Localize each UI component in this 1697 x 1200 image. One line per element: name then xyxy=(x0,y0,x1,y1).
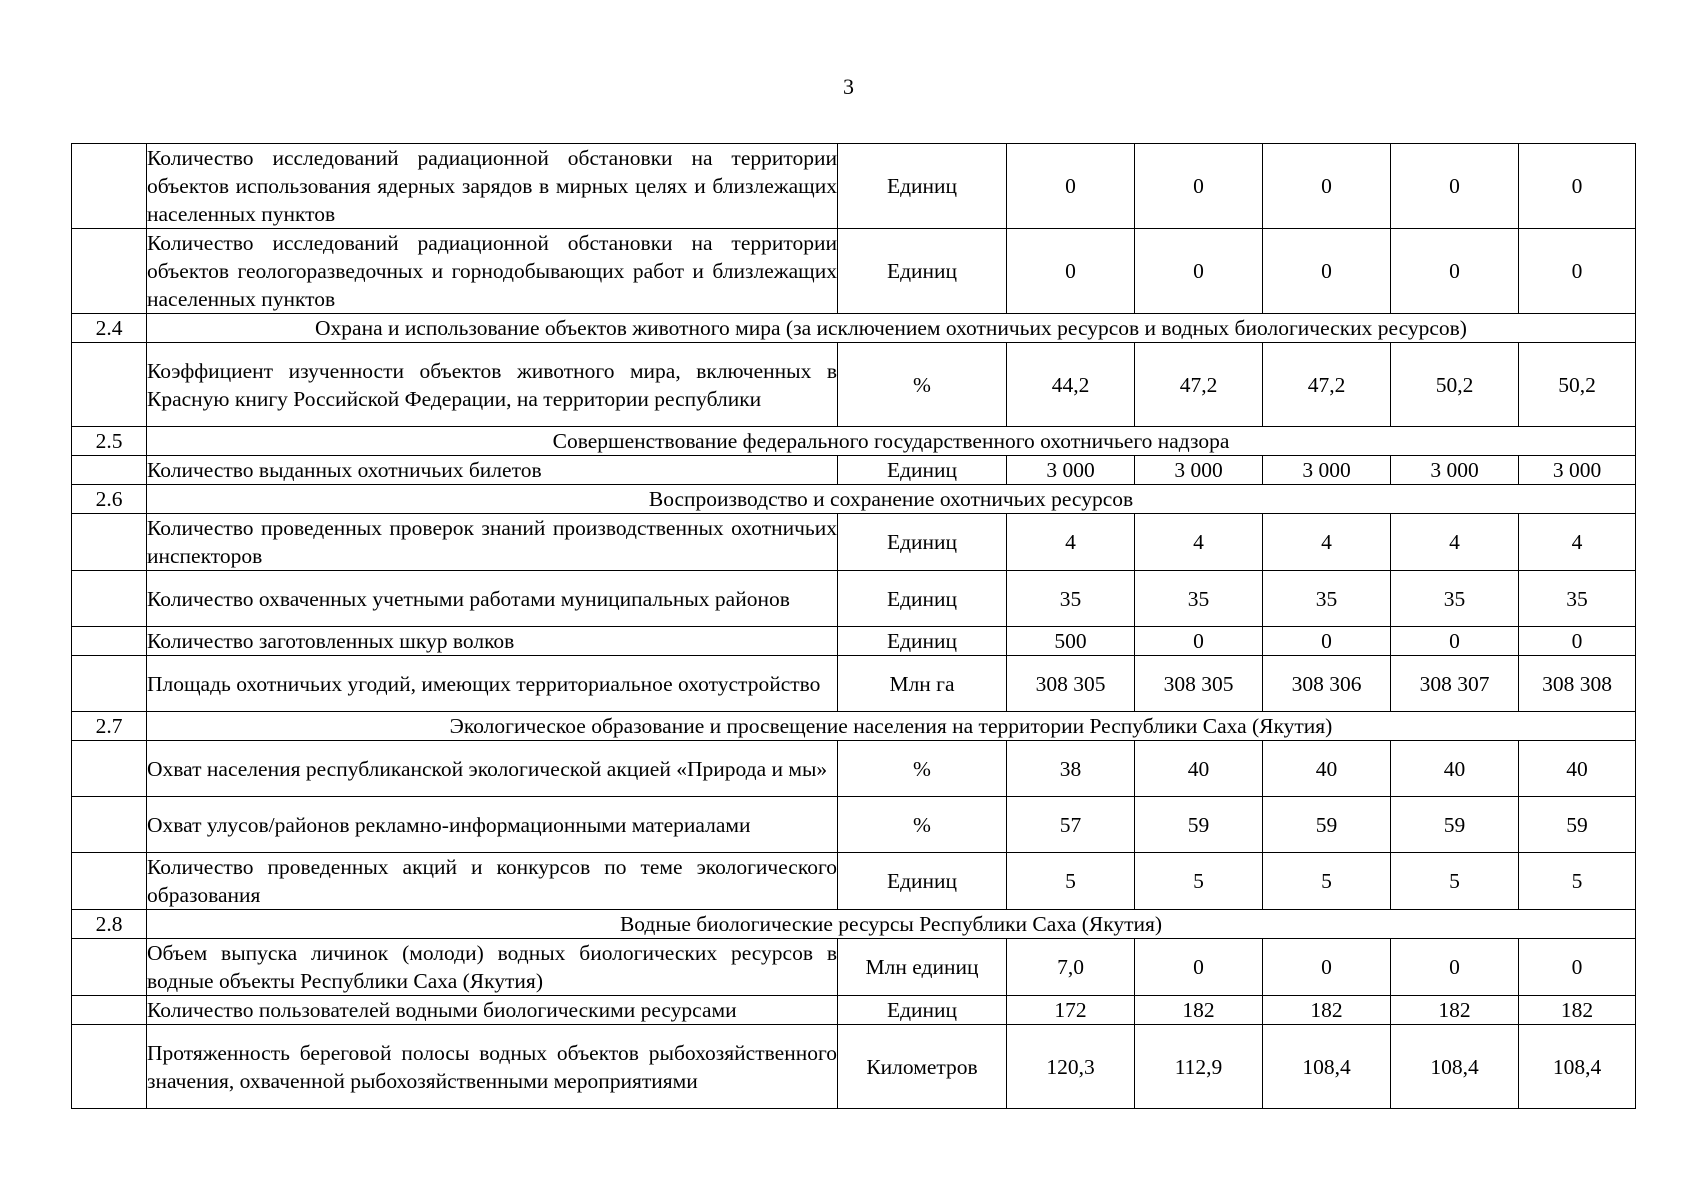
value-cell: 47,2 xyxy=(1135,343,1263,427)
indicator-name: Площадь охотничьих угодий, имеющих территориальное охотустройство xyxy=(147,656,838,712)
row-number-cell xyxy=(72,853,147,910)
table-row xyxy=(72,514,1636,571)
indicator-name: Количество пользователей водными биологическими ресурсами xyxy=(147,996,838,1025)
unit-cell: Единиц xyxy=(838,229,1007,314)
value-cell: 5 xyxy=(1519,853,1636,910)
value-cell: 40 xyxy=(1519,741,1636,797)
value-cell: 59 xyxy=(1391,797,1519,853)
unit-cell: Единиц xyxy=(838,853,1007,910)
section-title: Охрана и использование объектов животного мира (за исключением охотничьих ресурсов и водных биологических ресурсов) xyxy=(147,314,1636,343)
value-cell: 59 xyxy=(1519,797,1636,853)
value-cell: 182 xyxy=(1263,996,1391,1025)
row-number-cell xyxy=(72,1025,147,1109)
value-cell: 35 xyxy=(1519,571,1636,627)
value-cell: 59 xyxy=(1263,797,1391,853)
table-row xyxy=(72,741,1636,797)
unit-cell: Единиц xyxy=(838,456,1007,485)
row-number-cell xyxy=(72,514,147,571)
table-row xyxy=(72,144,1636,229)
value-cell: 0 xyxy=(1263,144,1391,229)
value-cell: 0 xyxy=(1135,144,1263,229)
indicator-name: Охват населения республиканской экологической акцией «Природа и мы» xyxy=(147,741,838,797)
value-cell: 3 000 xyxy=(1135,456,1263,485)
value-cell: 0 xyxy=(1135,939,1263,996)
unit-cell: Единиц xyxy=(838,144,1007,229)
indicator-name: Протяженность береговой полосы водных объектов рыбохозяйственного значения, охваченной рыбохозяйственными мероприятиями xyxy=(147,1025,838,1109)
value-cell: 0 xyxy=(1263,229,1391,314)
unit-cell: Млн единиц xyxy=(838,939,1007,996)
page-number: 3 xyxy=(843,74,854,99)
section-header-row xyxy=(72,314,1636,343)
value-cell: 112,9 xyxy=(1135,1025,1263,1109)
value-cell: 35 xyxy=(1007,571,1135,627)
section-header-row xyxy=(72,910,1636,939)
unit-cell: % xyxy=(838,343,1007,427)
section-header-row xyxy=(72,712,1636,741)
value-cell: 4 xyxy=(1263,514,1391,571)
indicator-name: Количество проведенных проверок знаний производственных охотничьих инспекторов xyxy=(147,514,838,571)
value-cell: 4 xyxy=(1135,514,1263,571)
value-cell: 0 xyxy=(1391,144,1519,229)
value-cell: 0 xyxy=(1391,627,1519,656)
value-cell: 5 xyxy=(1263,853,1391,910)
value-cell: 7,0 xyxy=(1007,939,1135,996)
value-cell: 38 xyxy=(1007,741,1135,797)
table-row xyxy=(72,456,1636,485)
table-row xyxy=(72,1025,1636,1109)
row-number-cell xyxy=(72,144,147,229)
table-row xyxy=(72,343,1636,427)
indicator-name: Охват улусов/районов рекламно-информационными материалами xyxy=(147,797,838,853)
value-cell: 182 xyxy=(1135,996,1263,1025)
table-row xyxy=(72,939,1636,996)
row-number-cell xyxy=(72,343,147,427)
value-cell: 108,4 xyxy=(1519,1025,1636,1109)
section-number: 2.7 xyxy=(72,712,147,741)
value-cell: 40 xyxy=(1263,741,1391,797)
value-cell: 0 xyxy=(1135,627,1263,656)
value-cell: 4 xyxy=(1519,514,1636,571)
value-cell: 0 xyxy=(1519,939,1636,996)
value-cell: 182 xyxy=(1391,996,1519,1025)
value-cell: 40 xyxy=(1135,741,1263,797)
row-number-cell xyxy=(72,741,147,797)
section-title: Экологическое образование и просвещение населения на территории Республики Саха (Якутия) xyxy=(147,712,1636,741)
value-cell: 5 xyxy=(1391,853,1519,910)
table-row xyxy=(72,853,1636,910)
value-cell: 108,4 xyxy=(1391,1025,1519,1109)
indicator-name: Количество охваченных учетными работами муниципальных районов xyxy=(147,571,838,627)
table-row xyxy=(72,229,1636,314)
value-cell: 3 000 xyxy=(1007,456,1135,485)
row-number-cell xyxy=(72,456,147,485)
section-number: 2.5 xyxy=(72,427,147,456)
indicators-table xyxy=(71,143,1636,1109)
section-header-row xyxy=(72,427,1636,456)
value-cell: 50,2 xyxy=(1391,343,1519,427)
table-row xyxy=(72,627,1636,656)
value-cell: 4 xyxy=(1391,514,1519,571)
value-cell: 308 308 xyxy=(1519,656,1636,712)
value-cell: 5 xyxy=(1007,853,1135,910)
value-cell: 0 xyxy=(1519,229,1636,314)
value-cell: 182 xyxy=(1519,996,1636,1025)
unit-cell: Единиц xyxy=(838,627,1007,656)
value-cell: 3 000 xyxy=(1391,456,1519,485)
indicator-name: Количество проведенных акций и конкурсов по теме экологического образования xyxy=(147,853,838,910)
section-header-row xyxy=(72,485,1636,514)
value-cell: 47,2 xyxy=(1263,343,1391,427)
value-cell: 59 xyxy=(1135,797,1263,853)
row-number-cell xyxy=(72,229,147,314)
unit-cell: % xyxy=(838,797,1007,853)
value-cell: 0 xyxy=(1007,144,1135,229)
unit-cell: Единиц xyxy=(838,996,1007,1025)
row-number-cell xyxy=(72,939,147,996)
unit-cell: % xyxy=(838,741,1007,797)
value-cell: 35 xyxy=(1263,571,1391,627)
value-cell: 35 xyxy=(1135,571,1263,627)
value-cell: 0 xyxy=(1135,229,1263,314)
section-number: 2.8 xyxy=(72,910,147,939)
value-cell: 308 307 xyxy=(1391,656,1519,712)
value-cell: 500 xyxy=(1007,627,1135,656)
value-cell: 3 000 xyxy=(1263,456,1391,485)
indicator-name: Коэффициент изученности объектов животного мира, включенных в Красную книгу Российской Федерации, на территории республики xyxy=(147,343,838,427)
section-title: Воспроизводство и сохранение охотничьих ресурсов xyxy=(147,485,1636,514)
value-cell: 57 xyxy=(1007,797,1135,853)
indicator-name: Количество выданных охотничьих билетов xyxy=(147,456,838,485)
value-cell: 120,3 xyxy=(1007,1025,1135,1109)
row-number-cell xyxy=(72,797,147,853)
value-cell: 35 xyxy=(1391,571,1519,627)
row-number-cell xyxy=(72,996,147,1025)
indicator-name: Количество заготовленных шкур волков xyxy=(147,627,838,656)
indicator-name: Количество исследований радиационной обстановки на территории объектов использования ядерных зарядов в мирных целях и близлежащих населенных пунктов xyxy=(147,144,838,229)
indicator-name: Количество исследований радиационной обстановки на территории объектов геологоразведочных и горнодобывающих работ и близлежащих населенных пунктов xyxy=(147,229,838,314)
row-number-cell xyxy=(72,571,147,627)
value-cell: 308 306 xyxy=(1263,656,1391,712)
table-row xyxy=(72,571,1636,627)
indicator-name: Объем выпуска личинок (молоди) водных биологических ресурсов в водные объекты Республики Саха (Якутия) xyxy=(147,939,838,996)
value-cell: 308 305 xyxy=(1135,656,1263,712)
value-cell: 0 xyxy=(1391,939,1519,996)
section-title: Совершенствование федерального государственного охотничьего надзора xyxy=(147,427,1636,456)
value-cell: 0 xyxy=(1263,627,1391,656)
unit-cell: Единиц xyxy=(838,571,1007,627)
value-cell: 5 xyxy=(1135,853,1263,910)
unit-cell: Километров xyxy=(838,1025,1007,1109)
row-number-cell xyxy=(72,656,147,712)
unit-cell: Млн га xyxy=(838,656,1007,712)
section-title: Водные биологические ресурсы Республики Саха (Якутия) xyxy=(147,910,1636,939)
unit-cell: Единиц xyxy=(838,514,1007,571)
value-cell: 0 xyxy=(1519,144,1636,229)
section-number: 2.6 xyxy=(72,485,147,514)
table-row xyxy=(72,656,1636,712)
section-number: 2.4 xyxy=(72,314,147,343)
value-cell: 172 xyxy=(1007,996,1135,1025)
value-cell: 40 xyxy=(1391,741,1519,797)
value-cell: 4 xyxy=(1007,514,1135,571)
value-cell: 0 xyxy=(1391,229,1519,314)
value-cell: 0 xyxy=(1263,939,1391,996)
value-cell: 0 xyxy=(1519,627,1636,656)
value-cell: 3 000 xyxy=(1519,456,1636,485)
value-cell: 108,4 xyxy=(1263,1025,1391,1109)
value-cell: 50,2 xyxy=(1519,343,1636,427)
row-number-cell xyxy=(72,627,147,656)
value-cell: 308 305 xyxy=(1007,656,1135,712)
value-cell: 44,2 xyxy=(1007,343,1135,427)
table-row xyxy=(72,996,1636,1025)
table-row xyxy=(72,797,1636,853)
value-cell: 0 xyxy=(1007,229,1135,314)
